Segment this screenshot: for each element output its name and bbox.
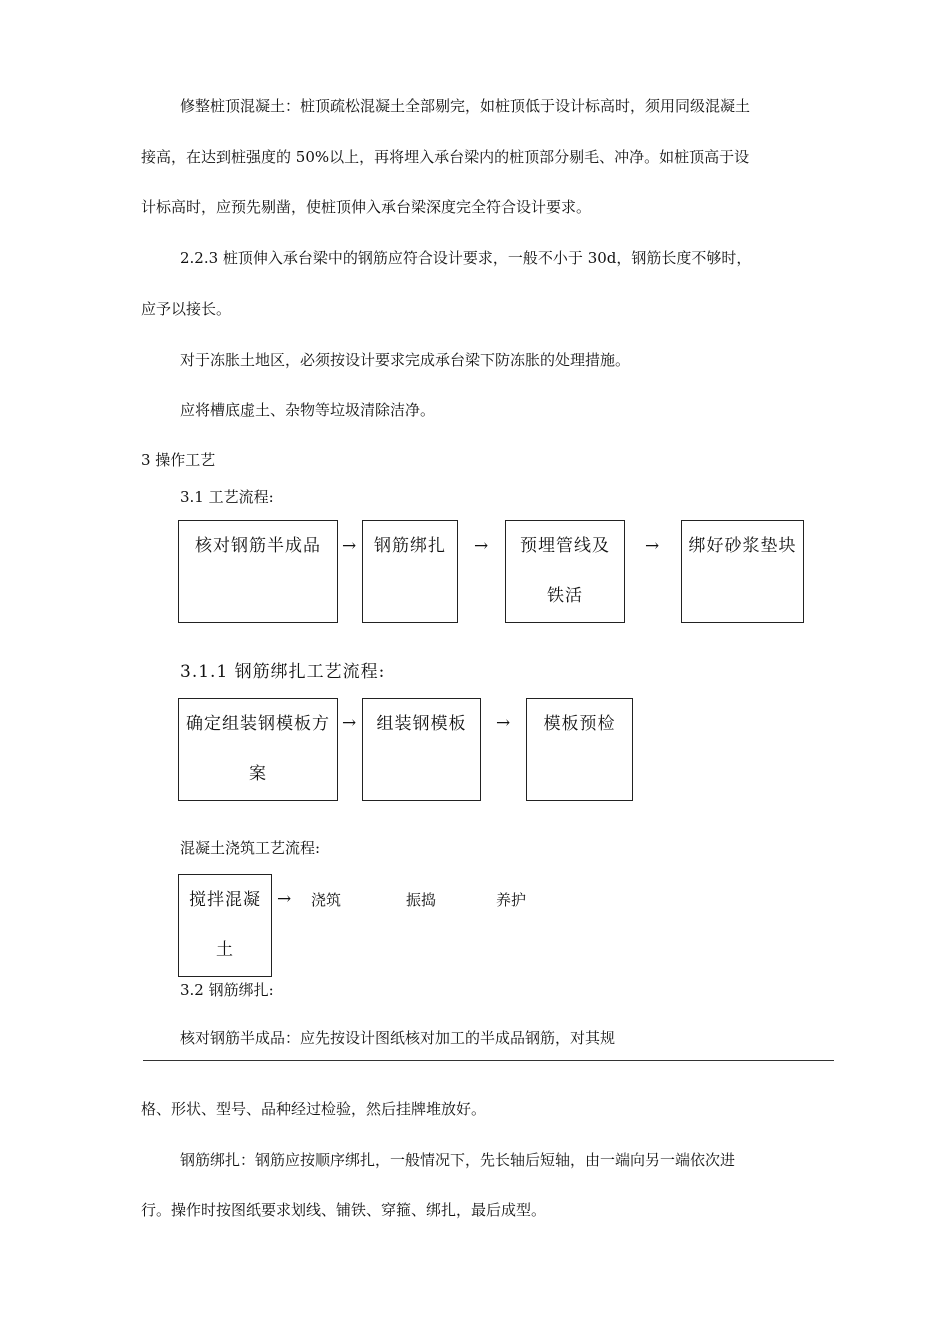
paragraph-line: 对于冻胀土地区，必须按设计要求完成承台梁下防冻胀的处理措施。 <box>180 351 631 369</box>
flow-step-pour: 浇筑 <box>311 891 342 909</box>
flow-box-label: 绑好砂浆垫块 <box>688 536 797 556</box>
flow-box-label: 确定组装钢模板方 <box>186 714 330 734</box>
paragraph-line: 格、形状、型号、品种经过检验，然后挂牌堆放好。 <box>141 1100 487 1118</box>
paragraph-line: 应予以接长。 <box>141 300 232 318</box>
flow-box-rebar-binding <box>362 520 458 623</box>
paragraph-line: 计标高时，应预先剔凿，使桩顶伸入承台梁深度完全符合设计要求。 <box>141 198 592 216</box>
flow-box-label: 钢筋绑扎 <box>374 536 446 556</box>
flow-box-check-rebar <box>178 520 338 623</box>
paragraph-line: 行。操作时按图纸要求划线、铺铁、穿箍、绑扎，最后成型。 <box>141 1201 547 1219</box>
arrow-icon: → <box>277 889 292 909</box>
arrow-icon: → <box>342 713 357 733</box>
flow-box-mix-concrete <box>178 874 272 977</box>
page-divider <box>143 1060 834 1061</box>
flow-box-label: 预埋管线及 <box>520 536 610 556</box>
arrow-icon: → <box>496 713 511 733</box>
subsection-heading: 混凝土浇筑工艺流程: <box>180 839 321 857</box>
flow-box-label: 土 <box>216 940 234 960</box>
flow-box-label: 铁活 <box>547 586 583 606</box>
flow-box-formwork-inspection <box>526 698 633 801</box>
flow-box-mortar-blocks <box>681 520 804 623</box>
arrow-icon: → <box>342 536 357 556</box>
paragraph-line: 修整桩顶混凝土：桩顶疏松混凝土全部剔完，如桩顶低于设计标高时，须用同级混凝土 <box>180 97 751 115</box>
flow-step-cure: 养护 <box>496 891 527 909</box>
paragraph-line: 钢筋绑扎：钢筋应按顺序绑扎，一般情况下，先长轴后短轴，由一端向另一端依次进 <box>180 1151 736 1169</box>
flow-box-label: 案 <box>249 764 267 784</box>
flow-box-label: 核对钢筋半成品 <box>195 536 321 556</box>
arrow-icon: → <box>474 536 489 556</box>
subsection-heading: 3.1 工艺流程: <box>180 488 274 506</box>
flow-box-label: 组装钢模板 <box>376 714 467 734</box>
paragraph-line: 应将槽底虚土、杂物等垃圾清除洁净。 <box>180 401 436 419</box>
subsection-heading: 3.1.1 钢筋绑扎工艺流程: <box>180 662 386 682</box>
section-heading: 3 操作工艺 <box>141 451 216 469</box>
flow-box-label: 搅拌混凝 <box>189 890 261 910</box>
paragraph-line: 接高，在达到桩强度的 50%以上，再将埋入承台梁内的桩顶部分剔毛、冲净。如桩顶高于设 <box>141 148 750 166</box>
arrow-icon: → <box>645 536 660 556</box>
flow-box-label: 模板预检 <box>543 714 616 734</box>
flow-step-vibrate: 振捣 <box>406 891 437 909</box>
flow-box-formwork-plan <box>178 698 338 801</box>
paragraph-line: 核对钢筋半成品：应先按设计图纸核对加工的半成品钢筋，对其规 <box>180 1029 616 1047</box>
subsection-heading: 3.2 钢筋绑扎: <box>180 981 274 999</box>
flow-box-assemble-formwork <box>362 698 481 801</box>
flow-box-embed-pipes <box>505 520 625 623</box>
paragraph-line: 2.2.3 桩顶伸入承台梁中的钢筋应符合设计要求，一般不小于 30d，钢筋长度不够时， <box>180 249 752 267</box>
